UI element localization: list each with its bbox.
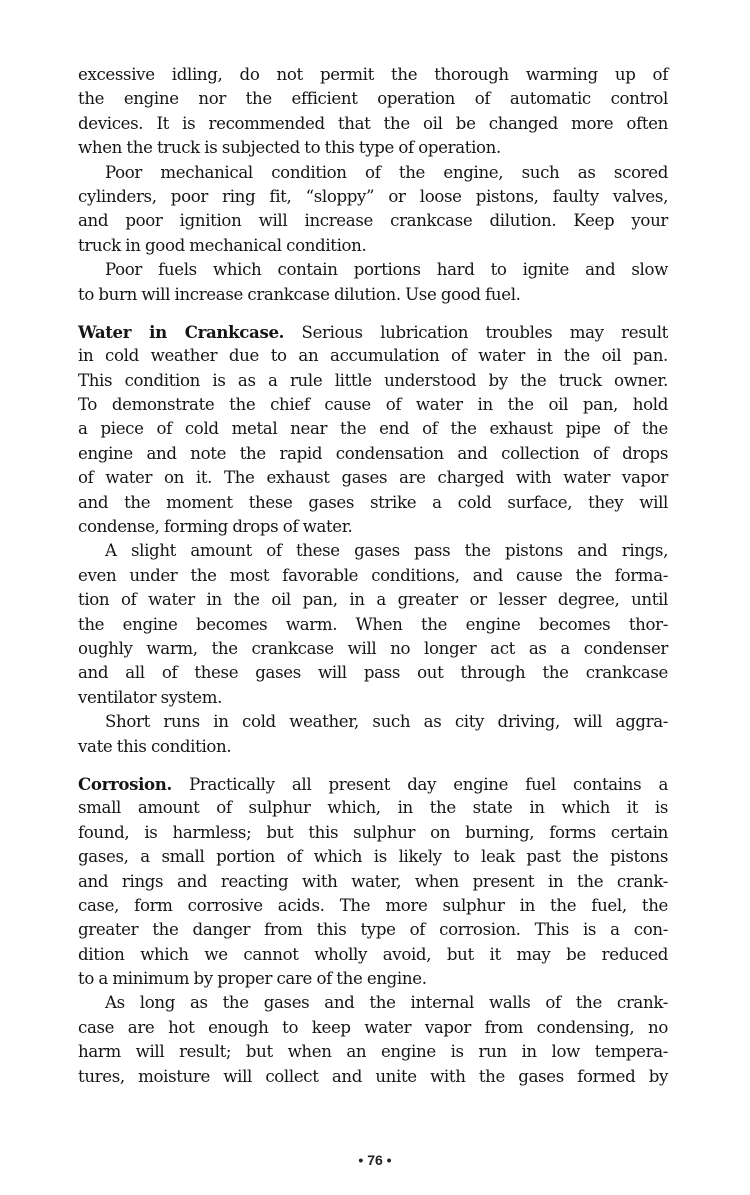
section-gap	[78, 759, 668, 772]
page-number: • 76 •	[358, 1152, 392, 1168]
text-line: and all of these gases will pass out through the crankcase	[78, 663, 668, 683]
text-line: cylinders, poor ring fit, “sloppy” or loose pistons, faulty valves,	[78, 186, 668, 206]
section-water-in-crankcase	[78, 320, 668, 540]
text-line: of water on it. The exhaust gases are charged with water vapor	[78, 468, 668, 488]
paragraph-mechanical-condition	[78, 161, 668, 259]
text-line: the engine nor the efficient operation of automatic control	[78, 89, 668, 109]
section-corrosion	[78, 772, 668, 992]
document-page	[78, 63, 668, 1089]
text-line: a piece of cold metal near the end of the exhaust pipe of the	[78, 419, 668, 439]
text-line: when the truck is subjected to this type of operation.	[78, 138, 501, 158]
text-line: Poor mechanical condition of the engine, such as scored	[105, 162, 668, 182]
text-line: devices. It is recommended that the oil be changed more often	[78, 113, 668, 133]
text-line: To demonstrate the chief cause of water in the oil pan, hold	[78, 395, 668, 415]
text-line: in cold weather due to an accumulation of water in the oil pan.	[78, 346, 668, 366]
paragraph-short-runs	[78, 710, 668, 759]
text-line: and the moment these gases strike a cold surface, they will	[78, 492, 668, 512]
text-line: case are hot enough to keep water vapor from condensing, no	[78, 1017, 668, 1037]
text-line: This condition is as a rule little understood by the truck owner.	[78, 370, 668, 390]
text-line: small amount of sulphur which, in the state in which it is	[78, 798, 668, 818]
text-line: A slight amount of these gases pass the pistons and rings,	[105, 541, 668, 561]
text-line: harm will result; but when an engine is run in low tempera-	[78, 1042, 668, 1062]
text-line: As long as the gases and the internal walls of the crank-	[105, 993, 668, 1013]
paragraph-intro-continued	[78, 63, 668, 161]
text-line: Short runs in cold weather, such as city driving, will aggra-	[105, 712, 668, 732]
text-line: Poor fuels which contain portions hard to ignite and slow	[105, 260, 668, 280]
text-run: Serious lubrication troubles may result	[284, 322, 668, 342]
text-line: tures, moisture will collect and unite with the gases formed by	[78, 1066, 668, 1086]
text-line: to a minimum by proper care of the engine.	[78, 969, 427, 989]
text-line	[78, 772, 668, 796]
paragraph-poor-fuels	[78, 258, 668, 307]
text-line: gases, a small portion of which is likely to leak past the pistons	[78, 847, 668, 867]
text-line: found, is harmless; but this sulphur on burning, forms certain	[78, 822, 668, 842]
text-line: case, form corrosive acids. The more sulphur in the fuel, the	[78, 895, 668, 915]
text-line: excessive idling, do not permit the thorough warming up of	[78, 65, 668, 84]
text-line: and poor ignition will increase crankcase dilution. Keep your	[78, 211, 668, 231]
text-line: ventilator system.	[78, 687, 223, 707]
text-line: tion of water in the oil pan, in a greater or lesser degree, until	[78, 590, 668, 610]
text-line: even under the most favorable conditions, and cause the forma-	[78, 565, 668, 585]
text-line: to burn will increase crankcase dilution. Use good fuel.	[78, 284, 521, 304]
text-line: truck in good mechanical condition.	[78, 235, 367, 255]
text-line: condense, forming drops of water.	[78, 517, 353, 537]
text-line: and rings and reacting with water, when present in the crank-	[78, 871, 668, 891]
paragraph-slight-amount	[78, 539, 668, 710]
section-heading: Corrosion.	[78, 773, 172, 794]
section-gap	[78, 307, 668, 320]
section-heading: Water in Crankcase.	[78, 321, 285, 342]
text-line: engine and note the rapid condensation and collection of drops	[78, 443, 668, 463]
text-run: Practically all present day engine fuel contains a	[171, 774, 668, 794]
text-line: greater the danger from this type of corrosion. This is a con-	[78, 920, 668, 940]
text-line: the engine becomes warm. When the engine becomes thor-	[78, 614, 668, 634]
text-line: dition which we cannot wholly avoid, but it may be reduced	[78, 944, 668, 964]
text-line: vate this condition.	[78, 736, 232, 756]
text-line	[78, 320, 668, 344]
text-line: oughly warm, the crankcase will no longer act as a condenser	[78, 638, 668, 658]
paragraph-as-long-as	[78, 991, 668, 1089]
